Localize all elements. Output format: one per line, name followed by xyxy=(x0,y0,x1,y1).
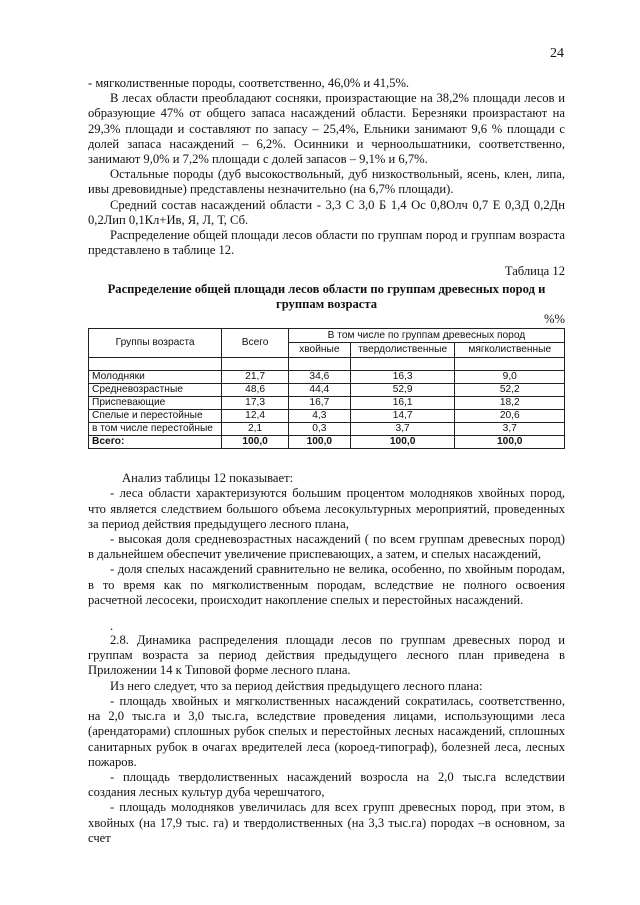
cell-total: 2,1 xyxy=(222,423,289,436)
age-group-table xyxy=(88,328,565,449)
cell-total: 12,4 xyxy=(222,410,289,423)
cell-softwood: 100,0 xyxy=(455,436,565,449)
cell-softwood: 18,2 xyxy=(455,397,565,410)
cell-softwood: 20,6 xyxy=(455,410,565,423)
cell-total: 21,7 xyxy=(222,371,289,384)
cell-hardwood: 14,7 xyxy=(350,410,455,423)
header-conifer: хвойные xyxy=(288,343,350,358)
cell-total: 48,6 xyxy=(222,384,289,397)
cell-conifer: 44,4 xyxy=(288,384,350,397)
paragraph: - мягколиственные породы, соответственно, 46,0% и 41,5%. xyxy=(88,76,410,90)
cell-softwood: 52,2 xyxy=(455,384,565,397)
cell-conifer: 16,7 xyxy=(288,397,350,410)
paragraph: Остальные породы (дуб высокоствольный, дуб низкоствольный, ясень, клен, липа, ивы древовидные) представлены незначительно (на 6,7% площади). xyxy=(88,167,565,197)
stray-dot: . xyxy=(110,619,114,634)
paragraph: Распределение общей площади лесов области по группам пород и группам возраста представлено в таблице 12. xyxy=(88,228,565,258)
table-unit: %% xyxy=(544,312,565,327)
analysis-item: - леса области характеризуются большим процентом молодняков хвойных пород, что является следствием большого объема лесокультурных мероприятий, проведенных за период действия предыдущего лесного плана, xyxy=(88,486,565,531)
cell-hardwood: 52,9 xyxy=(350,384,455,397)
cell-group: в том числе перестойные xyxy=(89,423,222,436)
cell-softwood: 3,7 xyxy=(455,423,565,436)
table-row xyxy=(89,384,565,397)
analysis-intro: Анализ таблицы 12 показывает: xyxy=(122,471,294,486)
analysis-item: - доля спелых насаждений сравнительно не велика, особенно, по хвойным породам, в то время как по мягколиственным породам, вследствие не полного освоения расчетной лесосеки, происходит накопление спелых и перестойных насаждений. xyxy=(88,562,565,607)
header-species-span: В том числе по группам древесных пород xyxy=(288,329,564,343)
header-total: Всего xyxy=(222,329,289,358)
table-total-row xyxy=(89,436,565,449)
cell-conifer: 34,6 xyxy=(288,371,350,384)
section-item: - площадь твердолиственных насаждений возросла на 2,0 тыс.га вследствии создания лесных культур дуба черешчатого, xyxy=(88,769,565,800)
section-item: - площадь молодняков увеличилась для всех групп древесных пород, при этом, в хвойных (на 17,9 тыс. га) и твердолиственных (на 3,3 тыс.га) породах –в основном, за счет xyxy=(88,800,565,845)
header-hardwood: твердолиственные xyxy=(350,343,455,358)
section-paragraph: 2.8. Динамика распределения площади лесов по группам древесных пород и группам возраста за период действия предыдущего лесного план приведена в Приложении 14 к Типовой форме лесного плана. xyxy=(88,633,565,678)
cell-conifer: 0,3 xyxy=(288,423,350,436)
section-item: - площадь хвойных и мягколиственных насаждений сократилась, соответственно, на 2,0 тыс.га и 3,0 тыс.га, вследствие проведения лицами, использующими леса (арендаторами) сплошных рубок спелых и перестойных лесных насаждений, сплошных санитарных рубок в очагах вредителей леса (короед-типограф), болезней леса, лесных пожаров. xyxy=(88,693,565,769)
table-label: Таблица 12 xyxy=(504,264,565,279)
cell-conifer: 100,0 xyxy=(288,436,350,449)
header-softwood: мягколиственные xyxy=(455,343,565,358)
table-spacer-row xyxy=(89,358,565,371)
cell-hardwood: 100,0 xyxy=(350,436,455,449)
page-number: 24 xyxy=(550,46,564,61)
cell-hardwood: 16,3 xyxy=(350,371,455,384)
cell-total: 17,3 xyxy=(222,397,289,410)
cell-conifer: 4,3 xyxy=(288,410,350,423)
cell-group: Средневозрастные xyxy=(89,384,222,397)
cell-hardwood: 16,1 xyxy=(350,397,455,410)
cell-group: Приспевающие xyxy=(89,397,222,410)
analysis-item: - высокая доля средневозрастных насаждений ( по всем группам древесных пород) в дальнейшем обеспечит увеличение приспевающих, а затем, и спелых насаждений, xyxy=(88,532,565,562)
table-title: Распределение общей площади лесов области по группам древесных пород и группам возраста xyxy=(107,281,546,311)
cell-hardwood: 3,7 xyxy=(350,423,455,436)
cell-softwood: 9,0 xyxy=(455,371,565,384)
header-groups: Группы возраста xyxy=(89,329,222,358)
cell-total: 100,0 xyxy=(222,436,289,449)
cell-group: Спелые и перестойные xyxy=(89,410,222,423)
page-body xyxy=(88,76,565,846)
table-row xyxy=(89,423,565,436)
table-row xyxy=(89,371,565,384)
paragraph: Средний состав насаждений области - 3,3 С 3,0 Б 1,4 Ос 0,8Олч 0,7 Е 0,3Д 0,2Дн 0,2Лип 0,1Кл+Ив, Я, Л, Т, Сб. xyxy=(88,197,565,227)
paragraph: В лесах области преобладают сосняки, произрастающие на 38,2% площади лесов и образующие 47% от общего запаса насаждений области. Березняки произрастают на 29,3% площади и составляют по запасу – 25,4%, Ельники занимают 9,6 % площади с долей запаса насаждений – 6,2%. Осинники и черноольшатники, соответственно, занимают 9,0% и 7,2% площади с долей запасов – 9,1% и 6,7%. xyxy=(88,91,565,167)
table-row xyxy=(89,397,565,410)
cell-group: Всего: xyxy=(89,436,222,449)
table-row xyxy=(89,410,565,423)
cell-group: Молодняки xyxy=(89,371,222,384)
section-paragraph: Из него следует, что за период действия предыдущего лесного плана: xyxy=(110,678,483,693)
